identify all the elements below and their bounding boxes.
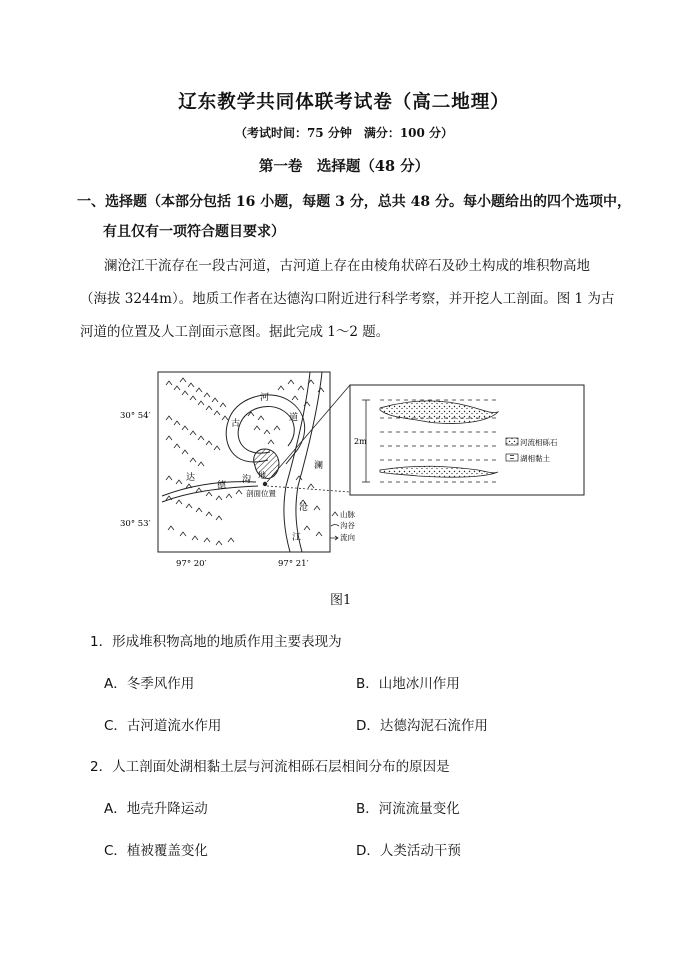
q1-option-c: C．古河道流水作用	[104, 718, 222, 734]
passage-line-1: 澜沧江干流存在一段古河道，古河道上存在由棱角状碎石及砂土构成的堆积物高地	[104, 258, 590, 274]
part-title: 第一卷 选择题（48 分）	[258, 158, 430, 175]
label-lan: 澜	[314, 461, 324, 471]
lat-top: 30° 54′	[120, 411, 151, 421]
section-heading-line2: 有且仅有一项符合题目要求）	[103, 224, 285, 240]
q1-option-a: A．冬季风作用	[104, 676, 195, 692]
q2-option-a: A．地壳升降运动	[104, 801, 208, 817]
q1-option-d: D．达德沟泥石流作用	[356, 718, 488, 734]
valley-legend-icon	[331, 525, 339, 527]
q2-option-c: C．植被覆盖变化	[104, 843, 208, 859]
figure-1	[118, 370, 588, 570]
label-da: 达	[186, 473, 196, 483]
profile-location-marker	[263, 482, 267, 486]
q2-option-b: B．河流流量变化	[356, 801, 460, 817]
profile-height-label: 2m	[354, 437, 367, 446]
svg-text:山脉: 山脉	[340, 510, 355, 519]
reading-passage	[80, 250, 626, 349]
clay-legend-swatch	[506, 454, 518, 461]
section-heading-line1: 一、选择题（本部分包括 16 小题，每题 3 分，总共 48 分。每小题给出的四个选项中，	[77, 194, 631, 210]
label-di: 地	[258, 471, 266, 480]
label-cang: 沧	[299, 503, 309, 513]
label-gou: 沟	[242, 475, 252, 485]
label-jiang: 江	[292, 533, 302, 543]
mountain-legend-icon	[332, 512, 338, 516]
passage-line-2: （海拔 3244m）。地质工作者在达德沟口附近进行科学考察，并开挖人工剖面。图 1 为古	[80, 291, 615, 307]
q1-option-b: B．山地冰川作用	[356, 676, 460, 692]
label-he: 河	[260, 393, 270, 403]
lon-right: 97° 21′	[278, 559, 309, 569]
figure-caption: 图1	[330, 593, 352, 608]
label-dao: 道	[289, 413, 299, 423]
svg-text:河流相砾石: 河流相砾石	[520, 438, 558, 447]
question-1-stem: 1．形成堆积物高地的地质作用主要表现为	[90, 634, 342, 650]
gravel-legend-swatch	[506, 438, 518, 445]
map-legend	[330, 509, 355, 542]
question-2-stem: 2．人工剖面处湖相黏土层与河流相砾石层相间分布的原因是	[90, 759, 450, 775]
exam-title: 辽东教学共同体联考试卷（高二地理）	[178, 92, 510, 113]
lat-bottom: 30° 53′	[120, 519, 151, 529]
passage-line-3: 河道的位置及人工剖面示意图。据此完成 1～2 题。	[80, 324, 390, 340]
svg-text:流向: 流向	[340, 533, 355, 542]
label-profile: 剖面位置	[246, 489, 276, 498]
svg-text:沟谷: 沟谷	[340, 521, 355, 530]
label-gu: 古	[231, 419, 241, 429]
exam-info: （考试时间：75 分钟 满分：100 分）	[234, 126, 454, 140]
flow-arrow-icon	[330, 536, 338, 540]
svg-text:湖相黏土: 湖相黏土	[520, 454, 550, 463]
section-heading	[77, 187, 637, 247]
q2-option-d: D．人类活动干预	[356, 843, 461, 859]
lon-left: 97° 20′	[176, 559, 207, 569]
label-de: 德	[217, 481, 227, 491]
